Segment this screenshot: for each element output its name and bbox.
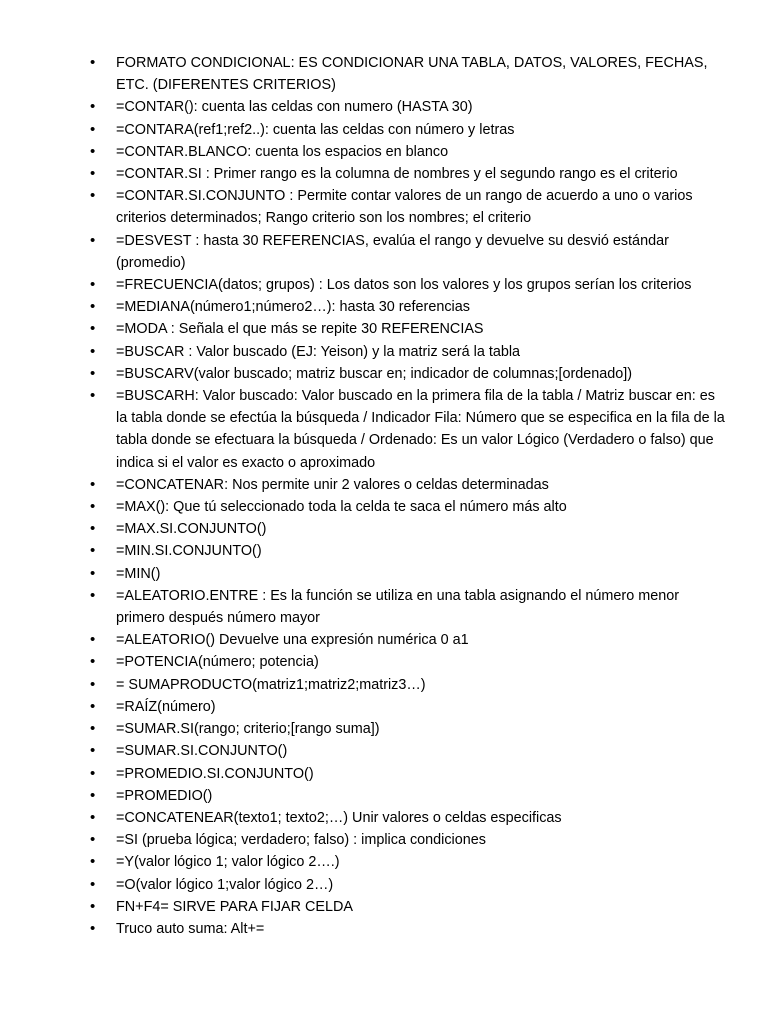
bullet-icon: • [90, 342, 96, 360]
bullet-icon: • [90, 142, 96, 160]
list-item-text: =POTENCIA(número; potencia) [116, 654, 319, 671]
list-item [89, 785, 729, 807]
list-item-text: =CONTAR.BLANCO: cuenta los espacios en blanco [116, 143, 449, 160]
bullet-icon: • [90, 564, 96, 582]
list-item-text: =SUMAR.SI(rango; criterio;[rango suma]) [116, 721, 380, 738]
bullet-icon: • [90, 653, 96, 671]
list-item-text: =ALEATORIO() Devuelve una expresión numérica 0 a1 [116, 632, 469, 649]
list-item [89, 740, 729, 762]
list-item [89, 696, 729, 718]
list-item [89, 651, 729, 673]
list-item [89, 341, 729, 363]
list-item-text: =MIN() [116, 565, 161, 582]
list-item [89, 874, 729, 896]
bullet-icon: • [90, 231, 96, 249]
bullet-icon: • [90, 520, 96, 538]
bullet-icon: • [90, 98, 96, 116]
bullet-icon: • [90, 364, 96, 382]
list-item-text: =CONTAR(): cuenta las celdas con numero (HASTA 30) [116, 99, 473, 116]
bullet-icon: • [90, 831, 96, 849]
list-item [89, 318, 729, 340]
bullet-icon: • [90, 320, 96, 338]
list-item [89, 918, 729, 940]
bullet-icon: • [90, 720, 96, 738]
bullet-icon: • [90, 875, 96, 893]
list-item-text: FN+F4= SIRVE PARA FIJAR CELDA [116, 898, 353, 915]
list-item [89, 141, 729, 163]
bullet-list [89, 52, 729, 940]
list-item [89, 807, 729, 829]
list-item [89, 851, 729, 873]
list-item-text: =MIN.SI.CONJUNTO() [116, 543, 262, 560]
list-item [89, 163, 729, 185]
list-item-text: =MEDIANA(número1;número2…): hasta 30 referencias [116, 299, 470, 316]
list-item [89, 718, 729, 740]
list-item-text: =DESVEST : hasta 30 REFERENCIAS, evalúa el rango y devuelve su desvió estándar (promedio) [116, 232, 669, 271]
list-item [89, 185, 729, 229]
bullet-icon: • [90, 786, 96, 804]
list-item-text: = SUMAPRODUCTO(matriz1;matriz2;matriz3…) [116, 676, 426, 693]
bullet-icon: • [90, 54, 96, 71]
list-item-text: =BUSCAR : Valor buscado (EJ: Yeison) y la matriz será la tabla [116, 343, 521, 360]
list-item-text: =PROMEDIO() [116, 787, 213, 804]
list-item [89, 296, 729, 318]
bullet-icon: • [90, 586, 96, 604]
bullet-icon: • [90, 853, 96, 871]
list-item-text: =SI (prueba lógica; verdadero; falso) : implica condiciones [116, 832, 486, 849]
list-item-text: =O(valor lógico 1;valor lógico 2…) [116, 876, 334, 893]
bullet-icon: • [90, 808, 96, 826]
bullet-icon: • [90, 387, 96, 405]
list-item [89, 363, 729, 385]
list-item [89, 518, 729, 540]
list-item [89, 52, 729, 96]
list-item-text: =FRECUENCIA(datos; grupos) : Los datos son los valores y los grupos serían los criterios [116, 277, 692, 294]
list-item [89, 385, 729, 474]
list-item [89, 563, 729, 585]
list-item-text: =SUMAR.SI.CONJUNTO() [116, 743, 288, 760]
list-item-text: =RAÍZ(número) [116, 698, 216, 715]
bullet-icon: • [90, 542, 96, 560]
list-item-text: =Y(valor lógico 1; valor lógico 2….) [116, 854, 340, 871]
bullet-icon: • [90, 897, 96, 915]
bullet-icon: • [90, 764, 96, 782]
bullet-icon: • [90, 276, 96, 294]
list-item-text: =CONCATENEAR(texto1; texto2;…) Unir valores o celdas especificas [116, 809, 562, 826]
list-item [89, 540, 729, 562]
list-item-text: =CONTAR.SI : Primer rango es la columna de nombres y el segundo rango es el criterio [116, 166, 678, 183]
list-item [89, 496, 729, 518]
list-item [89, 230, 729, 274]
list-item [89, 674, 729, 696]
list-item [89, 474, 729, 496]
list-item-text: =CONTARA(ref1;ref2..): cuenta las celdas con número y letras [116, 121, 515, 138]
list-item-text: =MAX.SI.CONJUNTO() [116, 521, 267, 538]
list-item [89, 829, 729, 851]
bullet-icon: • [90, 697, 96, 715]
list-item-text: Truco auto suma: Alt+= [116, 920, 265, 937]
list-item-text: =MODA : Señala el que más se repite 30 REFERENCIAS [116, 321, 484, 338]
list-item [89, 274, 729, 296]
list-item-text: =CONCATENAR: Nos permite unir 2 valores o celdas determinadas [116, 476, 549, 493]
list-item [89, 119, 729, 141]
list-item-text: =BUSCARH: Valor buscado: Valor buscado en la primera fila de la tabla / Matriz buscar en: es la tabla donde se efectúa la búsqueda / Indicador Fila: Número que se especifica en la fila de la tabla donde se efectuara la búsqueda / Ordenado: Es un valor Lógico (Verdadero o falso) que indica si el valor es exacto o aproximado [116, 388, 725, 471]
list-item [89, 629, 729, 651]
bullet-icon: • [90, 742, 96, 760]
list-item [89, 585, 729, 629]
bullet-icon: • [90, 165, 96, 183]
bullet-icon: • [90, 919, 96, 937]
bullet-icon: • [90, 631, 96, 649]
bullet-icon: • [90, 120, 96, 138]
list-item-text: =MAX(): Que tú seleccionado toda la celda te saca el número más alto [116, 499, 567, 516]
bullet-icon: • [90, 675, 96, 693]
bullet-icon: • [90, 475, 96, 493]
bullet-icon: • [90, 298, 96, 316]
list-item [89, 96, 729, 118]
bullet-icon: • [90, 498, 96, 516]
list-item [89, 763, 729, 785]
list-item-text: =BUSCARV(valor buscado; matriz buscar en; indicador de columnas;[ordenado]) [116, 365, 633, 382]
list-item-text: =CONTAR.SI.CONJUNTO : Permite contar valores de un rango de acuerdo a uno o varios criterios determinados; Rango criterio son los nombres; el criterio [116, 188, 693, 227]
list-item-text: =ALEATORIO.ENTRE : Es la función se utiliza en una tabla asignando el número menor primero después número mayor [116, 587, 679, 627]
bullet-icon: • [90, 187, 96, 205]
list-item-text: =PROMEDIO.SI.CONJUNTO() [116, 765, 314, 782]
list-item-text: FORMATO CONDICIONAL: ES CONDICIONAR UNA TABLA, DATOS, VALORES, FECHAS, ETC. (DIFERENTES CRITERIOS) [116, 55, 708, 94]
list-item [89, 896, 729, 918]
